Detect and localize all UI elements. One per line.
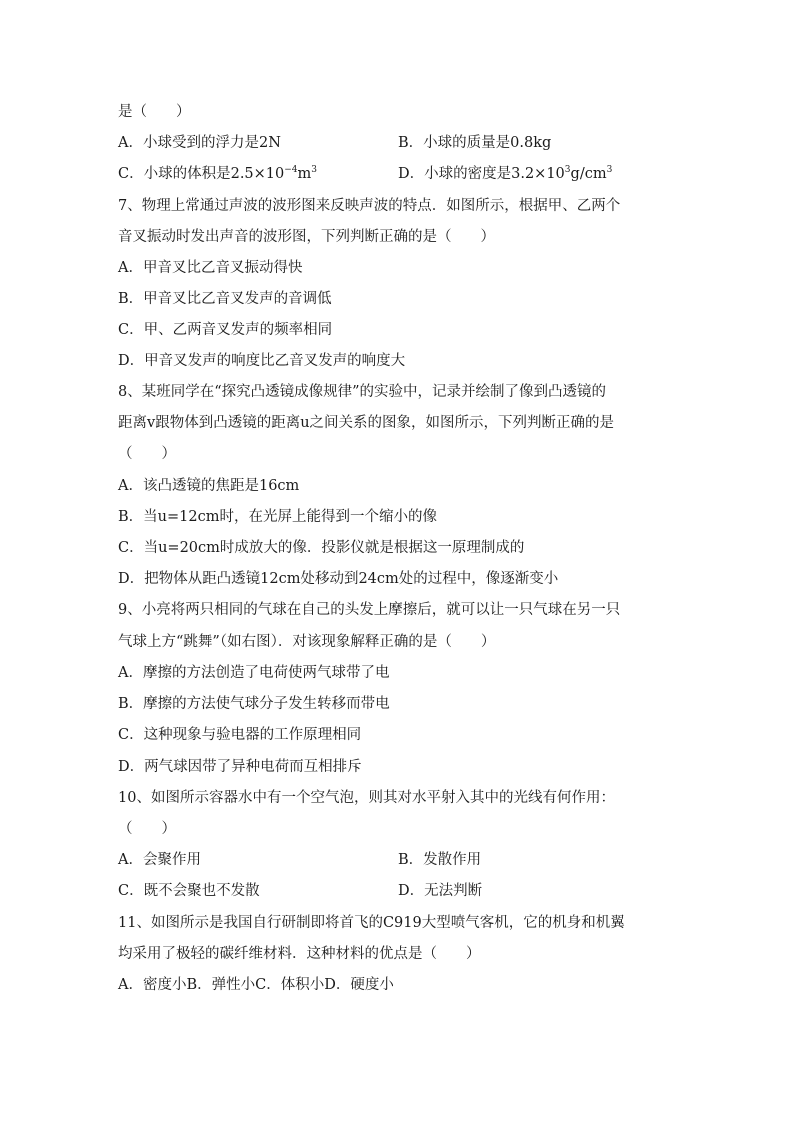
q11-options: A．密度小B．弹性小C．体积小D．硬度小 xyxy=(118,977,394,993)
q6-option-d-unit: g/cm xyxy=(570,166,607,182)
q10-option-a: A．会聚作用 xyxy=(118,852,201,868)
q6-option-c-text: C．小球的体积是2.5×10 xyxy=(118,166,285,182)
q6-option-c-unit-exponent: 3 xyxy=(311,165,318,176)
q6-stem-tail: 是（ ） xyxy=(118,104,191,120)
q6-option-c-unit: m xyxy=(297,166,312,182)
q6-option-d-unit-exponent: 3 xyxy=(606,165,613,176)
q6-option-b: B．小球的质量是0.8kg xyxy=(398,135,552,151)
q10-option-c: C．既不会聚也不发散 xyxy=(118,883,260,899)
q7-option-b: B．甲音叉比乙音叉发声的音调低 xyxy=(118,291,332,307)
q10-option-d: D．无法判断 xyxy=(398,883,483,899)
q9-stem-line1: 9、小亮将两只相同的气球在自己的头发上摩擦后，就可以让一只气球在另一只 xyxy=(118,602,621,618)
q7-option-d: D．甲音叉发声的响度比乙音叉发声的响度大 xyxy=(118,353,406,369)
q6-option-a: A．小球受到的浮力是2N xyxy=(118,135,281,151)
q11-stem-line1: 11、如图所示是我国自行研制即将首飞的C919大型喷气客机，它的机身和机翼 xyxy=(118,915,625,931)
q6-option-c xyxy=(118,164,317,184)
q10-stem-line2: （ ） xyxy=(118,821,176,837)
q6-option-d-text: D．小球的密度是3.2×10 xyxy=(398,166,565,182)
q6-option-d-exponent: 3 xyxy=(564,165,571,176)
q6-option-c-exponent: −4 xyxy=(284,165,298,176)
q7-stem-line1: 7、物理上常通过声波的波形图来反映声波的特点．如图所示，根据甲、乙两个 xyxy=(118,198,621,214)
q9-option-a: A．摩擦的方法创造了电荷使两气球带了电 xyxy=(118,665,390,681)
q9-option-c: C．这种现象与验电器的工作原理相同 xyxy=(118,727,362,743)
q6-option-d xyxy=(398,164,612,184)
q7-stem-line2: 音叉振动时发出声音的波形图，下列判断正确的是（ ） xyxy=(118,229,495,245)
q11-stem-line2: 均采用了极轻的碳纤维材料．这种材料的优点是（ ） xyxy=(118,946,481,962)
q8-stem-line2: 距离v跟物体到凸透镜的距离u之间关系的图象，如图所示，下列判断正确的是 xyxy=(118,415,615,431)
q8-option-b: B．当u=12cm时，在光屏上能得到一个缩小的像 xyxy=(118,509,437,525)
q8-stem-line3: （ ） xyxy=(118,446,176,462)
q8-option-a: A．该凸透镜的焦距是16cm xyxy=(118,478,300,494)
q7-option-a: A．甲音叉比乙音叉振动得快 xyxy=(118,260,303,276)
q8-option-d: D．把物体从距凸透镜12cm处移动到24cm处的过程中，像逐渐变小 xyxy=(118,571,559,587)
q9-option-b: B．摩擦的方法使气球分子发生转移而带电 xyxy=(118,696,390,712)
q8-stem-line1: 8、某班同学在“探究凸透镜成像规律”的实验中，记录并绘制了像到凸透镜的 xyxy=(118,384,607,400)
q9-option-d: D．两气球因带了异种电荷而互相排斥 xyxy=(118,759,362,775)
q7-option-c: C．甲、乙两音叉发声的频率相同 xyxy=(118,322,333,338)
q10-stem-line1: 10、如图所示容器水中有一个空气泡，则其对水平射入其中的光线有何作用： xyxy=(118,790,615,806)
q9-stem-line2: 气球上方“跳舞”（如右图）．对该现象解释正确的是（ ） xyxy=(118,634,496,650)
q8-option-c: C．当u=20cm时成放大的像．投影仪就是根据这一原理制成的 xyxy=(118,540,525,556)
q10-option-b: B．发散作用 xyxy=(398,852,482,868)
